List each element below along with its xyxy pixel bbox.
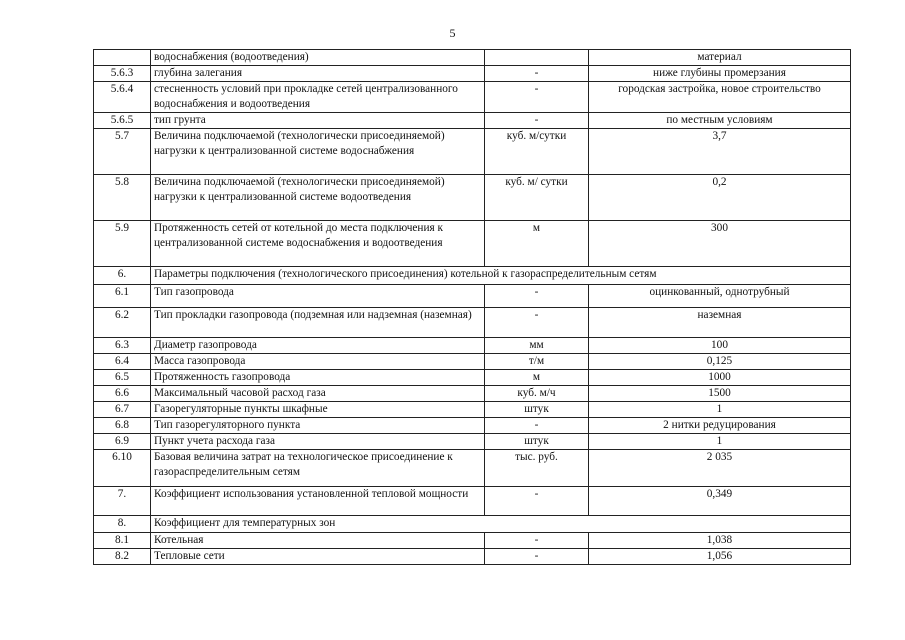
row-number: 6.2	[94, 308, 151, 338]
row-number: 6.8	[94, 418, 151, 434]
row-number: 5.7	[94, 129, 151, 175]
table-row	[94, 354, 851, 370]
table-row	[94, 308, 851, 338]
table-row	[94, 418, 851, 434]
table-row	[94, 450, 851, 487]
value-cell: 300	[589, 221, 851, 267]
row-number: 5.9	[94, 221, 151, 267]
table-row	[94, 175, 851, 221]
table-body	[94, 50, 851, 565]
value-cell: наземная	[589, 308, 851, 338]
unit-cell: т/м	[485, 354, 589, 370]
unit-cell: -	[485, 308, 589, 338]
parameter-name: Масса газопровода	[151, 354, 485, 370]
parameters-table	[93, 49, 851, 565]
row-number: 6.6	[94, 386, 151, 402]
unit-cell: тыс. руб.	[485, 450, 589, 487]
table-row	[94, 82, 851, 113]
table-row	[94, 221, 851, 267]
unit-cell: -	[485, 487, 589, 516]
table-row	[94, 129, 851, 175]
value-cell: городская застройка, новое строительство	[589, 82, 851, 113]
value-cell: ниже глубины промерзания	[589, 66, 851, 82]
value-cell: 1000	[589, 370, 851, 386]
unit-cell: -	[485, 549, 589, 565]
row-number: 8.2	[94, 549, 151, 565]
parameter-name: водоснабжения (водоотведения)	[151, 50, 485, 66]
value-cell: 1	[589, 402, 851, 418]
unit-cell: -	[485, 113, 589, 129]
parameter-name: Протяженность сетей от котельной до места подключения к централизованной системе водоснабжения и водоотведения	[151, 221, 485, 267]
row-number: 6.	[94, 267, 151, 285]
value-cell: оцинкованный, однотрубный	[589, 285, 851, 308]
row-number: 6.4	[94, 354, 151, 370]
row-number: 5.8	[94, 175, 151, 221]
value-cell: 0,349	[589, 487, 851, 516]
unit-cell: -	[485, 66, 589, 82]
value-cell: 2 нитки редуцирования	[589, 418, 851, 434]
parameter-name: Диаметр газопровода	[151, 338, 485, 354]
value-cell: 1,056	[589, 549, 851, 565]
page-number: 5	[449, 26, 456, 40]
parameter-name: Котельная	[151, 533, 485, 549]
row-number: 5.6.4	[94, 82, 151, 113]
parameter-name: Тип газопровода	[151, 285, 485, 308]
section-title: Коэффициент для температурных зон	[151, 516, 851, 533]
table-row	[94, 434, 851, 450]
value-cell: по местным условиям	[589, 113, 851, 129]
parameter-name: глубина залегания	[151, 66, 485, 82]
unit-cell: куб. м/ч	[485, 386, 589, 402]
table-row	[94, 50, 851, 66]
value-cell: 1	[589, 434, 851, 450]
unit-cell: -	[485, 82, 589, 113]
parameter-name: Величина подключаемой (технологически присоединяемой) нагрузки к централизованной системе водоотведения	[151, 175, 485, 221]
row-number: 6.3	[94, 338, 151, 354]
parameter-name: стесненность условий при прокладке сетей централизованного водоснабжения и водоотведения	[151, 82, 485, 113]
table-row	[94, 533, 851, 549]
row-number: 6.9	[94, 434, 151, 450]
unit-cell: штук	[485, 402, 589, 418]
unit-cell: мм	[485, 338, 589, 354]
row-number	[94, 50, 151, 66]
unit-cell: -	[485, 285, 589, 308]
value-cell: 0,2	[589, 175, 851, 221]
row-number: 6.10	[94, 450, 151, 487]
table-row	[94, 113, 851, 129]
table-row	[94, 66, 851, 82]
value-cell: 0,125	[589, 354, 851, 370]
value-cell: материал	[589, 50, 851, 66]
parameter-name: тип грунта	[151, 113, 485, 129]
row-number: 8.1	[94, 533, 151, 549]
value-cell: 3,7	[589, 129, 851, 175]
row-number: 7.	[94, 487, 151, 516]
parameter-name: Газорегуляторные пункты шкафные	[151, 402, 485, 418]
parameter-name: Тип прокладки газопровода (подземная или надземная (наземная)	[151, 308, 485, 338]
table-row	[94, 386, 851, 402]
unit-cell: м	[485, 221, 589, 267]
parameter-name: Базовая величина затрат на технологическое присоединение к газораспределительным сетям	[151, 450, 485, 487]
unit-cell: куб. м/ сутки	[485, 175, 589, 221]
table-row	[94, 549, 851, 565]
parameter-name: Протяженность газопровода	[151, 370, 485, 386]
parameter-name: Величина подключаемой (технологически присоединяемой) нагрузки к централизованной системе водоснабжения	[151, 129, 485, 175]
table-row	[94, 267, 851, 285]
table-row	[94, 487, 851, 516]
table-row	[94, 516, 851, 533]
table-row	[94, 402, 851, 418]
unit-cell: куб. м/сутки	[485, 129, 589, 175]
row-number: 6.7	[94, 402, 151, 418]
row-number: 6.5	[94, 370, 151, 386]
parameter-name: Тепловые сети	[151, 549, 485, 565]
value-cell: 1,038	[589, 533, 851, 549]
parameter-name: Максимальный часовой расход газа	[151, 386, 485, 402]
value-cell: 1500	[589, 386, 851, 402]
table-row	[94, 285, 851, 308]
row-number: 8.	[94, 516, 151, 533]
parameter-name: Пункт учета расхода газа	[151, 434, 485, 450]
table-row	[94, 370, 851, 386]
row-number: 6.1	[94, 285, 151, 308]
section-title: Параметры подключения (технологического присоединения) котельной к газораспределительным сетям	[151, 267, 851, 285]
unit-cell: -	[485, 418, 589, 434]
table-row	[94, 338, 851, 354]
unit-cell: м	[485, 370, 589, 386]
unit-cell	[485, 50, 589, 66]
value-cell: 2 035	[589, 450, 851, 487]
parameter-name: Коэффициент использования установленной тепловой мощности	[151, 487, 485, 516]
unit-cell: штук	[485, 434, 589, 450]
value-cell: 100	[589, 338, 851, 354]
row-number: 5.6.5	[94, 113, 151, 129]
row-number: 5.6.3	[94, 66, 151, 82]
unit-cell: -	[485, 533, 589, 549]
parameter-name: Тип газорегуляторного пункта	[151, 418, 485, 434]
